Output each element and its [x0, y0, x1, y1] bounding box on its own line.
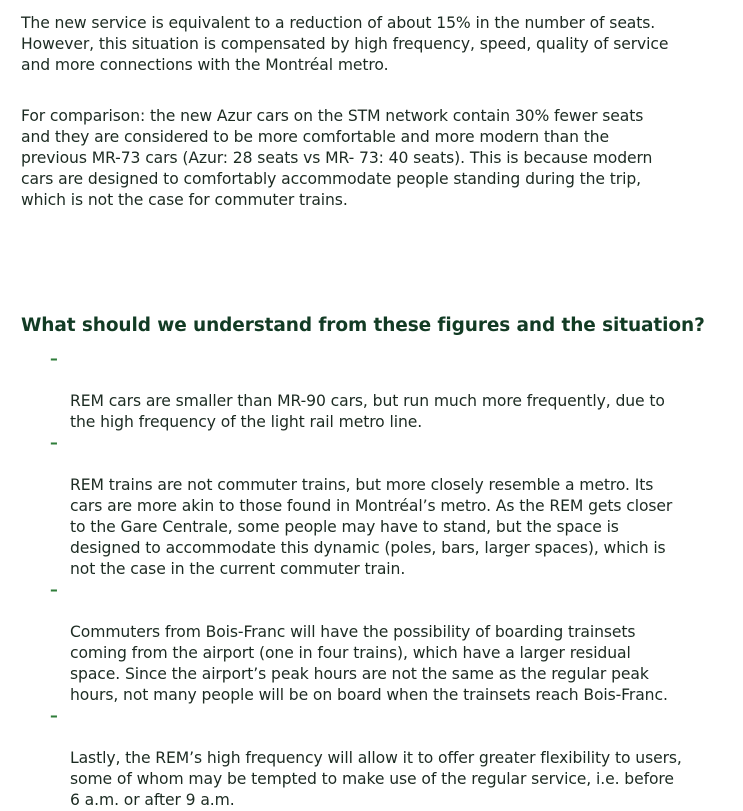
dash-bullet-icon: – — [50, 434, 58, 452]
dash-bullet-icon: – — [50, 350, 58, 368]
dash-bullet-icon: – — [50, 707, 58, 725]
list-item — [50, 580, 720, 706]
section-heading: What should we understand from these figures and the situation? — [21, 315, 705, 336]
list-item-text: Commuters from Bois-Franc will have the possibility of boarding trainsets coming from the airport (one in four trains), which have a larger residual space. Since the airport’s peak hours are not the same as the regular peak hours, not many people will be on board when the trainsets reach Bois-Franc. — [70, 623, 668, 704]
intro-paragraph-2: For comparison: the new Azur cars on the STM network contain 30% fewer seats and they are considered to be more comfortable and more modern than the previous MR-73 cars (Azur: 28 seats vs MR- 73: 40 seats). This is because modern cars are designed to comfortably accommodate people standing during the trip, which is not the case for commuter trains. — [21, 107, 653, 209]
list-item-text: REM cars are smaller than MR-90 cars, but run much more frequently, due to the high frequency of the light rail metro line. — [70, 392, 665, 431]
bullet-list — [50, 349, 720, 811]
list-item-text: Lastly, the REM’s high frequency will allow it to offer greater flexibility to users, some of whom may be tempted to make use of the regular service, i.e. before 6 a.m. or after 9 a.m. — [70, 749, 682, 809]
list-item — [50, 349, 720, 433]
intro-text — [21, 13, 721, 211]
list-item-text: REM trains are not commuter trains, but more closely resemble a metro. Its cars are more akin to those found in Montréal’s metro. As the REM gets closer to the Gare Centrale, some people may have to stand, but the space is designed to accommodate this dynamic (poles, bars, larger spaces), which is not the case in the current commuter train. — [70, 476, 673, 578]
dash-bullet-icon: – — [50, 581, 58, 599]
intro-paragraph-1: The new service is equivalent to a reduction of about 15% in the number of seats. However, this situation is compensated by high frequency, speed, quality of service and more connections with the Montréal metro. — [21, 14, 669, 74]
list-item — [50, 433, 720, 580]
list-item — [50, 706, 720, 811]
